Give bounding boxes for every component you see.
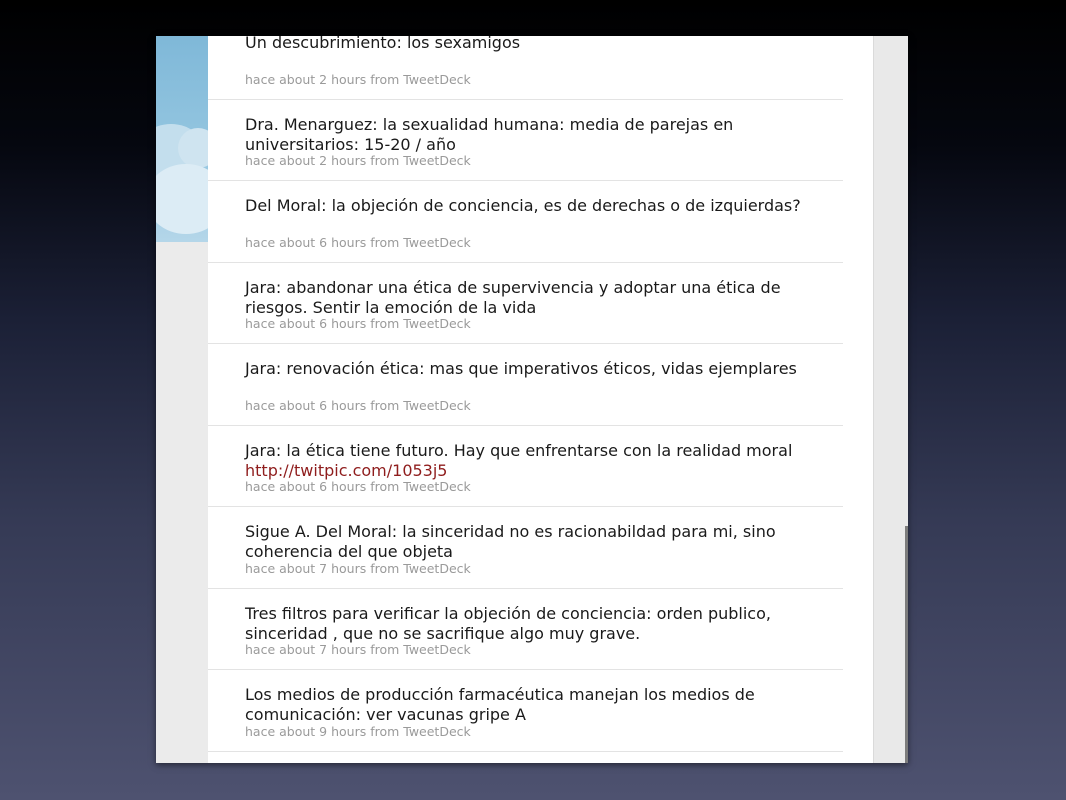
tweet-meta: hace about 9 hours from TweetDeck: [245, 723, 471, 739]
tweet-text: Jara: renovación ética: mas que imperativos éticos, vidas ejemplares: [245, 359, 797, 378]
tweet-meta: hace about 6 hours from TweetDeck: [245, 316, 471, 331]
tweet-text: Los medios de producción farmacéutica manejan los medios de comunicación: ver vacunas gripe A: [245, 685, 755, 724]
tweet-item: [208, 344, 843, 426]
tweet-meta: hace about 6 hours from TweetDeck: [245, 234, 471, 250]
tweet-meta: hace about 6 hours from TweetDeck: [245, 397, 471, 413]
tweet-meta: hace about 7 hours from TweetDeck: [245, 642, 471, 657]
tweet-meta: hace about 2 hours from TweetDeck: [245, 153, 471, 168]
cloud-shape: [156, 164, 208, 234]
tweet-text: Del Moral: la objeción de conciencia, es de derechas o de izquierdas?: [245, 196, 801, 215]
tweet-meta: hace about 2 hours from TweetDeck: [245, 71, 471, 87]
tweet-text: Jara: la ética tiene futuro. Hay que enfrentarse con la realidad moral http://twitpic.com/1053j5: [245, 440, 793, 480]
tweet-text: Tres filtros para verificar la objeción de conciencia: orden publico, sinceridad , que no se sacrifique algo muy grave.: [245, 603, 771, 643]
twitter-screenshot: [156, 36, 908, 763]
tweet-meta: hace about 7 hours from TweetDeck: [245, 560, 471, 576]
sky-background-image: [156, 36, 208, 242]
tweet-item: [208, 181, 843, 263]
tweet-item: [208, 589, 843, 671]
tweet-text: Un descubrimiento: los sexamigos: [245, 36, 521, 52]
tweet-item: [208, 36, 843, 100]
tweet-text: Sigue A. Del Moral: la sinceridad no es racionabildad para mi, sino coherencia del que objeta: [245, 522, 776, 561]
background-sidebar: [156, 36, 208, 763]
tweet-item: [208, 100, 843, 182]
tweet-meta: hace about 6 hours from TweetDeck: [245, 479, 471, 494]
right-sidebar: [873, 36, 908, 763]
tweet-item: [208, 263, 843, 345]
tweet-item: [208, 670, 843, 752]
tweet-timeline: [208, 36, 873, 763]
tweet-text: Dra. Menarguez: la sexualidad humana: media de parejas en universitarios: 15-20 / año: [245, 114, 734, 154]
tweet-text: Jara: abandonar una ética de supervivencia y adoptar una ética de riesgos. Sentir la emoción de la vida: [245, 277, 781, 317]
tweet-item: [208, 507, 843, 589]
tweet-item: [208, 426, 843, 508]
tweet-link[interactable]: http://twitpic.com/1053j5: [245, 460, 448, 480]
scrollbar-edge[interactable]: [905, 526, 908, 763]
